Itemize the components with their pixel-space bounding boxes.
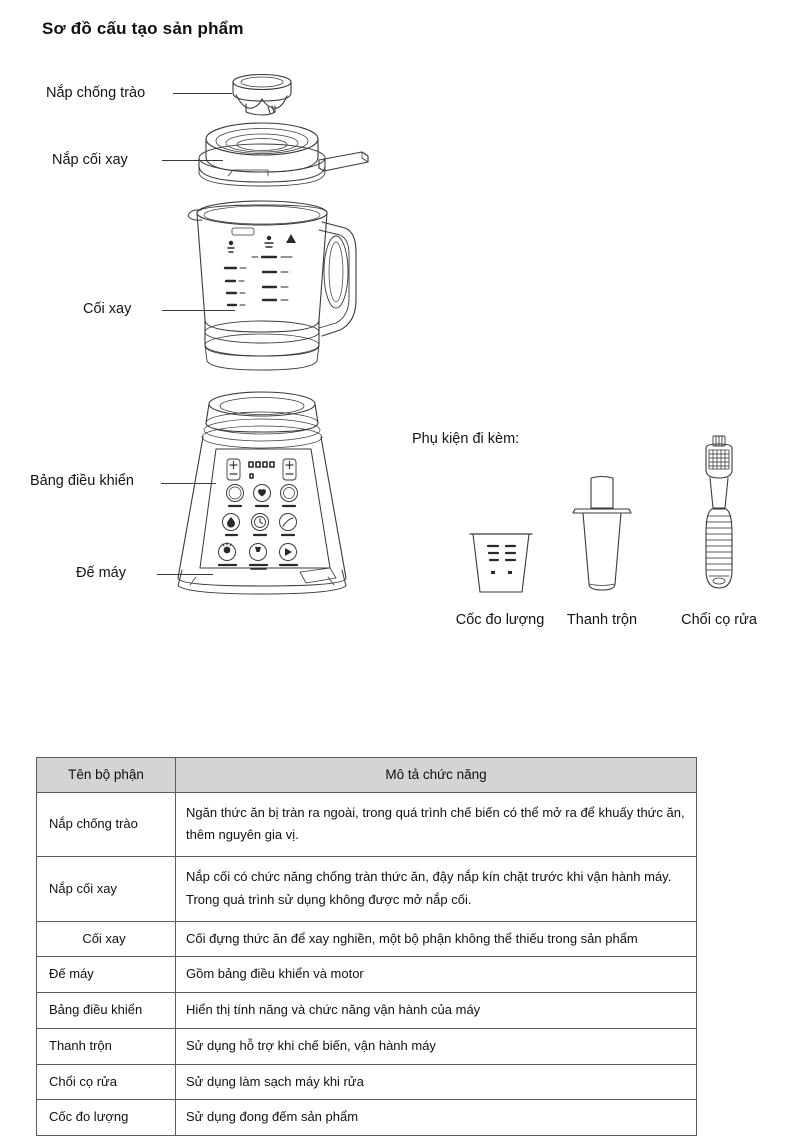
blender-jar-drawing: [188, 201, 356, 370]
table-cell-name: Nắp cối xay: [37, 857, 176, 922]
callout-label-machine-base: Đế máy: [76, 565, 126, 581]
table-cell-description: Cối đựng thức ăn để xay nghiền, một bộ phận không thể thiếu trong sản phẩm: [176, 921, 697, 957]
jar-graduation-marks-right: [262, 257, 276, 300]
tamper-drawing: [573, 477, 631, 591]
table-row: [37, 1100, 697, 1136]
table-cell-description: Sử dụng đong đếm sản phẩm: [176, 1100, 697, 1136]
table-row: [37, 1064, 697, 1100]
table-cell-description: Sử dụng làm sạch máy khi rửa: [176, 1064, 697, 1100]
table-row: [37, 957, 697, 993]
table-row: [37, 993, 697, 1029]
panel-button-row-1: [227, 485, 298, 507]
table-cell-description: Ngăn thức ăn bị tràn ra ngoài, trong quá trình chế biến có thể mở ra để khuấy thức ăn, thêm nguyên gia vị.: [176, 792, 697, 857]
table-cell-description: Gồm bảng điều khiển và motor: [176, 957, 697, 993]
accessory-label-measuring-cup: Cốc đo lượng: [455, 612, 545, 628]
table-row: [37, 857, 697, 922]
callout-leader-machine-base: [157, 574, 213, 575]
panel-button-row-3: [219, 543, 298, 570]
table-cell-description: Sử dụng hỗ trợ khi chế biến, vận hành máy: [176, 1028, 697, 1064]
table-cell-name: Bảng điều khiển: [37, 993, 176, 1029]
accessories-heading: Phụ kiện đi kèm:: [412, 431, 520, 447]
accessory-label-tamper: Thanh trộn: [566, 612, 638, 628]
table-row: [37, 921, 697, 957]
measuring-cup-drawing: [470, 534, 532, 592]
jar-graduation-marks-left: [225, 268, 236, 305]
digital-display: [249, 462, 274, 478]
table-row: [37, 792, 697, 857]
table-header-row: [37, 758, 697, 793]
callout-label-control-panel: Bảng điều khiển: [30, 473, 134, 489]
accessory-label-cleaning-brush: Chổi cọ rửa: [681, 612, 757, 628]
panel-button-row-2: [223, 514, 297, 536]
callout-leader-blender-jar: [162, 310, 235, 311]
table-cell-name: Nắp chống trào: [37, 792, 176, 857]
anti-overflow-cap-drawing: [233, 75, 291, 116]
control-panel-drawing: [219, 459, 298, 569]
jar-graduation-ticks-left: [239, 268, 246, 305]
cleaning-brush-drawing: [706, 436, 732, 588]
table-row: [37, 1028, 697, 1064]
table-cell-name: Cốc đo lượng: [37, 1100, 176, 1136]
callout-label-anti-overflow-cap: Nắp chống trào: [46, 85, 146, 101]
table-cell-name: Cối xay: [37, 921, 176, 957]
callout-leader-control-panel: [161, 483, 216, 484]
parts-function-table: [36, 757, 697, 1136]
callout-label-jar-lid: Nắp cối xay: [52, 152, 128, 168]
callout-label-blender-jar: Cối xay: [83, 301, 132, 317]
table-cell-name: Thanh trộn: [37, 1028, 176, 1064]
jar-scale-icons: [228, 236, 273, 252]
table-cell-description: Nắp cối có chức năng chống tràn thức ăn, đậy nắp kín chặt trước khi vận hành máy. Trong quá trình sử dụng không được mở nắp cối.: [176, 857, 697, 922]
table-header-description: Mô tả chức năng: [176, 758, 697, 793]
page-title: Sơ đồ cấu tạo sản phẩm: [42, 19, 244, 38]
table-cell-name: Đế máy: [37, 957, 176, 993]
table-cell-name: Chổi cọ rửa: [37, 1064, 176, 1100]
table-cell-description: Hiển thị tính năng và chức năng vận hành của máy: [176, 993, 697, 1029]
warning-triangle-icon: [286, 234, 296, 243]
jar-lid-drawing: [199, 123, 368, 186]
callout-leader-jar-lid: [162, 160, 223, 161]
callout-leader-anti-overflow-cap: [173, 93, 232, 94]
table-header-name: Tên bộ phận: [37, 758, 176, 793]
jar-graduation-ticks-right: [252, 257, 292, 300]
